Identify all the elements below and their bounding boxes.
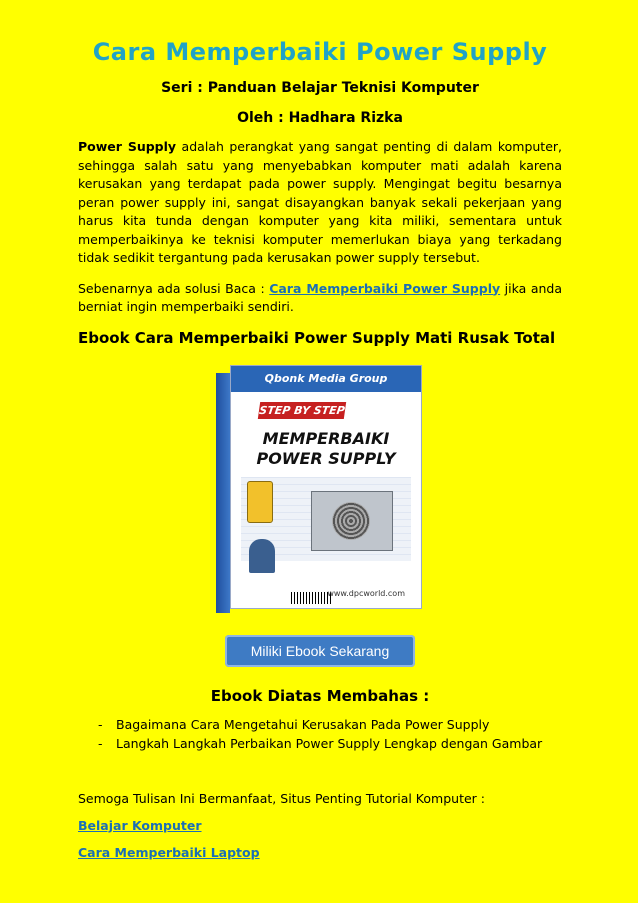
author-photo: [249, 539, 275, 573]
topics-list: [78, 715, 562, 753]
cover-title-line1: MEMPERBAIKI: [262, 428, 390, 448]
book-front: [230, 365, 422, 609]
cover-illustration: [241, 477, 411, 561]
bullet-dash: -: [98, 716, 103, 732]
buy-ebook-button[interactable]: Miliki Ebook Sekarang: [225, 635, 415, 667]
book-spine: [216, 373, 230, 613]
cover-title: [237, 429, 415, 469]
link-cara-memperbaiki-laptop[interactable]: Cara Memperbaiki Laptop: [78, 844, 260, 860]
ebook-cover-image[interactable]: [216, 365, 424, 617]
solution-after: jika anda berniat ingin memperbaiki sendiri.: [78, 280, 563, 314]
series-subtitle: Seri : Panduan Belajar Teknisi Komputer: [161, 80, 479, 96]
page-title: Cara Memperbaiki Power Supply: [92, 38, 548, 66]
cover-title-line2: POWER SUPPLY: [256, 448, 396, 468]
multimeter-icon: [247, 481, 273, 523]
intro-text: adalah perangkat yang sangat penting di dalam komputer, sehingga salah satu yang menyebabkan komputer mati adalah karena kerusakan yang terdapat pada power supply. Mengingat begitu besarnya peran power supply ini, sangat disayangkan banyak sekali pekerjaan yang harus kita tunda dengan komputer yang kita miliki, sementara untuk memperbaikinya ke teknisi komputer memerlukan biaya yang terkadang tidak sedikit tergantung pada kerusakan power supply tersebut.: [78, 139, 563, 265]
barcode-icon: [291, 592, 331, 604]
solution-before: Sebenarnya ada solusi Baca :: [78, 280, 270, 296]
cover-publisher: Qbonk Media Group: [231, 366, 421, 392]
covers-heading: Ebook Diatas Membahas :: [210, 686, 430, 705]
bullet-dash: -: [98, 735, 103, 751]
power-supply-icon: [311, 491, 393, 551]
intro-lead: Power Supply: [78, 139, 177, 154]
list-item-text: Langkah Langkah Perbaikan Power Supply Lengkap dengan Gambar: [116, 735, 543, 751]
fan-icon: [332, 502, 370, 540]
cover-website: www.dpcworld.com: [327, 588, 405, 598]
closing-text: Semoga Tulisan Ini Bermanfaat, Situs Penting Tutorial Komputer :: [78, 790, 485, 806]
cover-step-label: STEP BY STEP: [258, 403, 346, 417]
list-item: [78, 715, 562, 734]
intro-paragraph: [78, 138, 562, 268]
document-page: [78, 0, 562, 860]
list-item: [78, 734, 562, 753]
link-belajar-komputer[interactable]: Belajar Komputer: [78, 817, 202, 833]
solution-link[interactable]: Cara Memperbaiki Power Supply: [269, 280, 501, 296]
solution-paragraph: [78, 280, 562, 317]
author-line: Oleh : Hadhara Rizka: [237, 110, 403, 126]
list-item-text: Bagaimana Cara Mengetahui Kerusakan Pada Power Supply: [116, 716, 490, 732]
ebook-heading: Ebook Cara Memperbaiki Power Supply Mati Rusak Total: [78, 328, 556, 347]
